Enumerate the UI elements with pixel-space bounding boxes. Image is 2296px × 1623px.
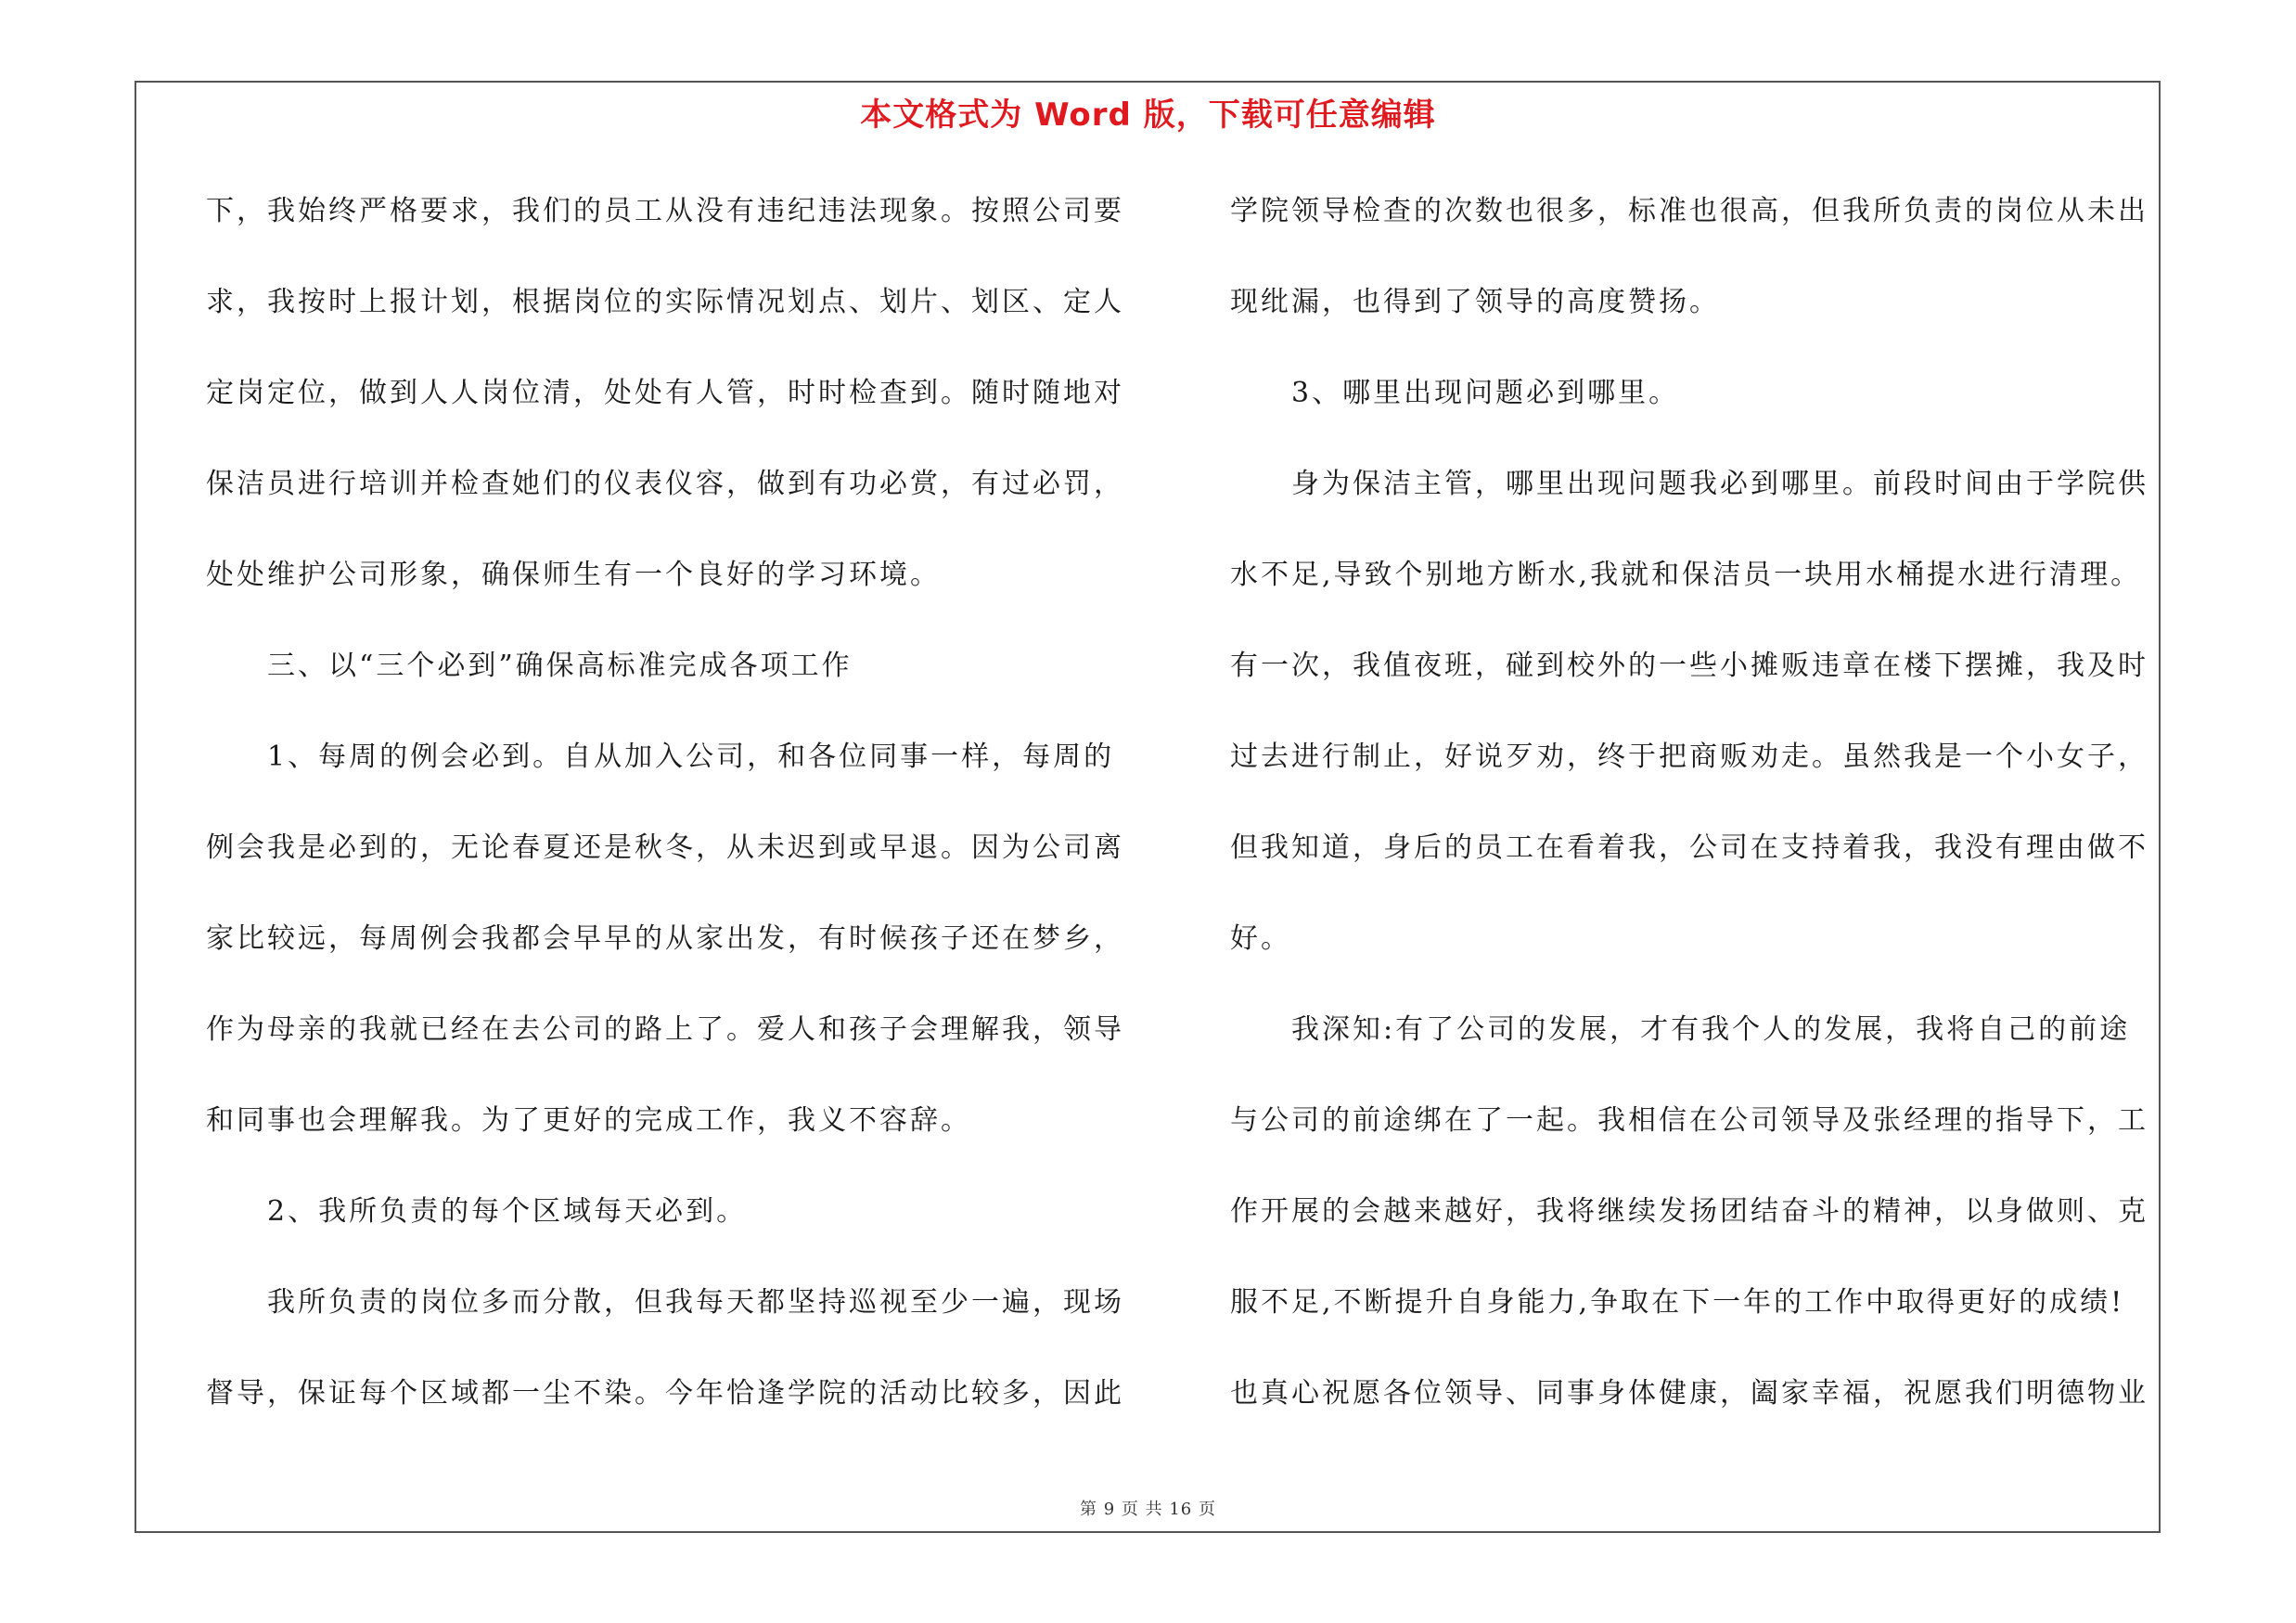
- text-line: 与公司的前途绑在了一起。我相信在公司领导及张经理的指导下，工: [1230, 1104, 2148, 1137]
- subsection-heading: 3、哪里出现问题必到哪里。: [1291, 377, 1680, 409]
- text-line: 和同事也会理解我。为了更好的完成工作，我义不容辞。: [206, 1104, 971, 1137]
- text-line: 我深知:有了公司的发展，才有我个人的发展，我将自己的前途: [1291, 1013, 2131, 1046]
- word-format-banner: 本文格式为 Word 版，下载可任意编辑: [860, 97, 1436, 134]
- subsection-heading: 2、我所负责的每个区域每天必到。: [267, 1195, 748, 1228]
- text-line: 也真心祝愿各位领导、同事身体健康，阖家幸福，祝愿我们明德物业: [1230, 1377, 2148, 1410]
- text-line: 水不足,导致个别地方断水,我就和保洁员一块用水桶提水进行清理。: [1230, 559, 2142, 591]
- text-line: 1、每周的例会必到。自从加入公司，和各位同事一样，每周的: [267, 741, 1115, 773]
- text-line: 下，我始终严格要求，我们的员工从没有违纪违法现象。按照公司要: [206, 195, 1124, 227]
- text-line: 作开展的会越来越好，我将继续发扬团结奋斗的精神，以身做则、克: [1230, 1195, 2148, 1228]
- text-line: 身为保洁主管，哪里出现问题我必到哪里。前段时间由于学院供: [1291, 468, 2148, 500]
- text-line: 例会我是必到的，无论春夏还是秋冬，从未迟到或早退。因为公司离: [206, 831, 1124, 864]
- text-line: 现纰漏，也得到了领导的高度赞扬。: [1230, 286, 1720, 318]
- text-line: 作为母亲的我就已经在去公司的路上了。爱人和孩子会理解我，领导: [206, 1013, 1124, 1046]
- text-line: 处处维护公司形象，确保师生有一个良好的学习环境。: [206, 559, 941, 591]
- text-line: 好。: [1230, 922, 1291, 955]
- section-heading: 三、以“三个必到”确保高标准完成各项工作: [267, 650, 853, 682]
- text-line: 定岗定位，做到人人岗位清，处处有人管，时时检查到。随时随地对: [206, 377, 1124, 409]
- text-line: 督导，保证每个区域都一尘不染。今年恰逢学院的活动比较多，因此: [206, 1377, 1124, 1410]
- text-line: 保洁员进行培训并检查她们的仪表仪容，做到有功必赏，有过必罚，: [206, 468, 1124, 500]
- text-line: 家比较远，每周例会我都会早早的从家出发，有时候孩子还在梦乡，: [206, 922, 1124, 955]
- text-line: 有一次，我值夜班，碰到校外的一些小摊贩违章在楼下摆摊，我及时: [1230, 650, 2148, 682]
- text-line: 我所负责的岗位多而分散，但我每天都坚持巡视至少一遍，现场: [267, 1286, 1124, 1319]
- text-line: 过去进行制止，好说歹劝，终于把商贩劝走。虽然我是一个小女子，: [1230, 741, 2148, 773]
- page-number-footer: 第 9 页 共 16 页: [1080, 1500, 1216, 1519]
- text-line: 但我知道，身后的员工在看着我，公司在支持着我，我没有理由做不: [1230, 831, 2148, 864]
- right-text-column: [1230, 184, 2167, 1457]
- left-text-column: [206, 184, 1143, 1457]
- text-line: 服不足,不断提升自身能力,争取在下一年的工作中取得更好的成绩!: [1230, 1286, 2125, 1319]
- text-line: 学院领导检查的次数也很多，标准也很高，但我所负责的岗位从未出: [1230, 195, 2148, 227]
- text-line: 求，我按时上报计划，根据岗位的实际情况划点、划片、划区、定人: [206, 286, 1124, 318]
